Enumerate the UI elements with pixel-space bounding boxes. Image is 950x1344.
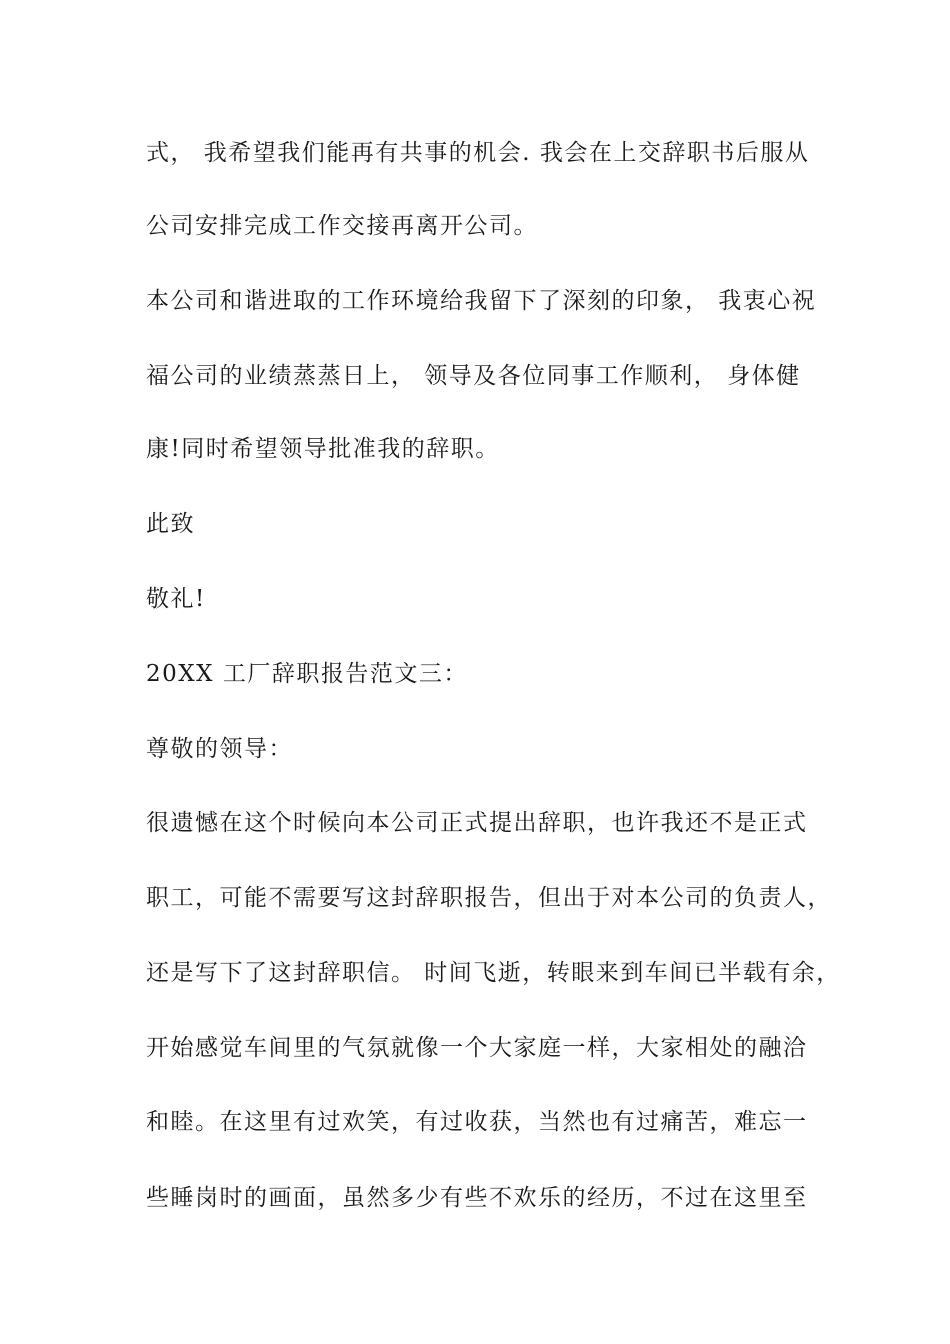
text-line: 职工，可能不需要写这封辞职报告，但出于对本公司的负责人， (146, 885, 832, 911)
text-line: 式， 我希望我们能再有共事的机会. 我会在上交辞职书后服从 (146, 140, 810, 166)
text-line: 和睦。在这里有过欢笑，有过收获，当然也有过痛苦，难忘一 (146, 1109, 808, 1135)
text-line: 公司安排完成工作交接再离开公司。 (146, 213, 538, 239)
section-heading: 20XX 工厂辞职报告范文三： (146, 661, 468, 687)
text-line: 本公司和谐进取的工作环境给我留下了深刻的印象， 我衷心祝 (146, 288, 817, 314)
letter-greeting: 尊敬的领导： (146, 736, 293, 762)
text-line: 很遗憾在这个时候向本公司正式提出辞职，也许我还不是正式 (146, 810, 808, 836)
closing-salutation: 此致 (146, 511, 195, 537)
text-line: 些睡岗时的画面，虽然多少有些不欢乐的经历，不过在这里至 (146, 1185, 808, 1211)
text-line: 康!同时希望领导批准我的辞职。 (146, 436, 500, 462)
text-line: 还是写下了这封辞职信。 时间飞逝，转眼来到车间已半载有余， (146, 960, 841, 986)
closing-regards: 敬礼! (146, 586, 206, 612)
text-line: 福公司的业绩蒸蒸日上， 领导及各位同事工作顺利， 身体健 (146, 363, 801, 389)
text-line: 开始感觉车间里的气氛就像一个大家庭一样，大家相处的融洽 (146, 1035, 808, 1061)
